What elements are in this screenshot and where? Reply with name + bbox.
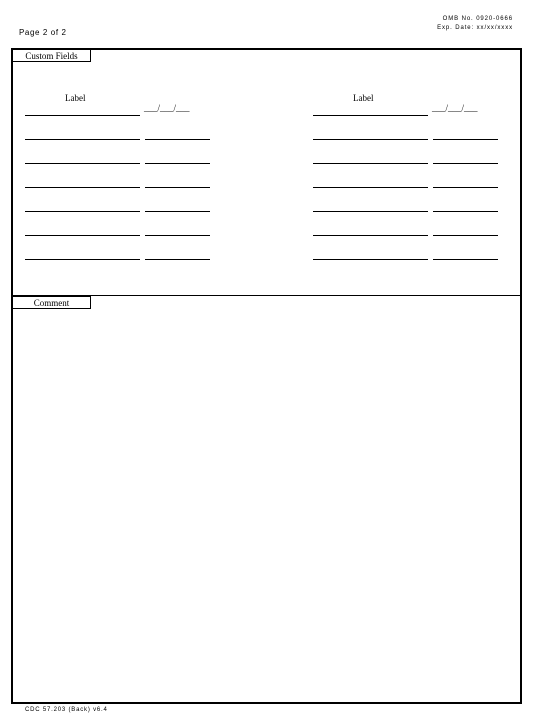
left-label-heading: Label: [65, 93, 86, 103]
right-date-placeholder: ___/___/___: [432, 103, 478, 113]
form-code: CDC 57.203 (Back) v6.4: [25, 707, 108, 713]
right-label-field[interactable]: [313, 259, 428, 260]
expiration-date: Exp. Date: xx/xx/xxxx: [437, 25, 513, 31]
right-date-field[interactable]: [433, 163, 498, 164]
comment-section-title: Comment: [13, 296, 91, 309]
right-date-field[interactable]: [433, 187, 498, 188]
page-number: Page 2 of 2: [19, 28, 67, 37]
left-date-field[interactable]: [145, 211, 210, 212]
form-frame: [11, 48, 522, 704]
left-label-field[interactable]: [25, 211, 140, 212]
right-label-field[interactable]: [313, 235, 428, 236]
right-label-field[interactable]: [313, 139, 428, 140]
left-date-field[interactable]: [145, 163, 210, 164]
right-label-field[interactable]: [313, 115, 428, 116]
left-label-field[interactable]: [25, 115, 140, 116]
left-date-field[interactable]: [145, 235, 210, 236]
right-label-field[interactable]: [313, 187, 428, 188]
left-date-field[interactable]: [145, 259, 210, 260]
right-date-field[interactable]: [433, 235, 498, 236]
left-label-field[interactable]: [25, 187, 140, 188]
left-date-field[interactable]: [145, 187, 210, 188]
right-date-field[interactable]: [433, 211, 498, 212]
left-label-field[interactable]: [25, 139, 140, 140]
left-date-placeholder: ___/___/___: [144, 103, 190, 113]
left-label-field[interactable]: [25, 235, 140, 236]
right-label-field[interactable]: [313, 163, 428, 164]
left-label-field[interactable]: [25, 259, 140, 260]
omb-number: OMB No. 0920-0666: [442, 16, 513, 22]
right-date-field[interactable]: [433, 259, 498, 260]
left-label-field[interactable]: [25, 163, 140, 164]
right-label-heading: Label: [353, 93, 374, 103]
left-date-field[interactable]: [145, 139, 210, 140]
right-label-field[interactable]: [313, 211, 428, 212]
right-date-field[interactable]: [433, 139, 498, 140]
comment-area[interactable]: [17, 312, 516, 698]
custom-fields-section-title: Custom Fields: [13, 50, 91, 62]
